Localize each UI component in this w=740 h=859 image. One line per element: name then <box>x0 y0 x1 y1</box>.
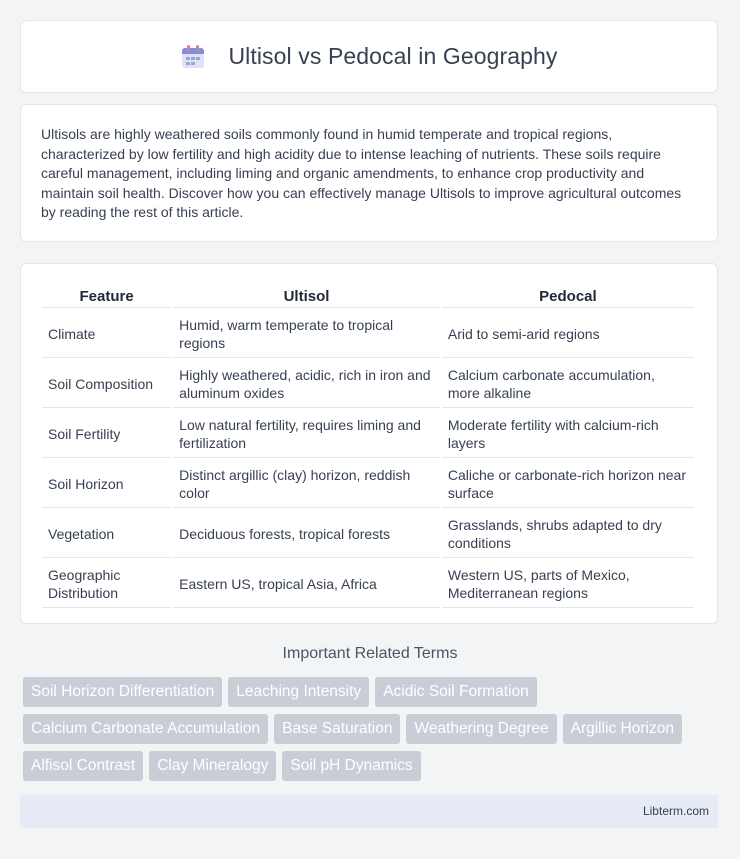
tag-weathering-degree[interactable]: Weathering Degree <box>406 714 556 744</box>
cell-ultisol: Deciduous forests, tropical forests <box>173 510 440 558</box>
table-row <box>42 410 694 458</box>
tag-row <box>23 751 723 781</box>
related-terms-list <box>23 677 723 788</box>
page-title: Ultisol vs Pedocal in Geography <box>228 43 558 69</box>
cell-pedocal: Calcium carbonate accumulation, more alkaline <box>442 360 694 408</box>
tag-row <box>23 714 723 744</box>
tag-leaching-intensity[interactable]: Leaching Intensity <box>228 677 369 707</box>
cell-pedocal: Western US, parts of Mexico, Mediterranean regions <box>442 560 694 608</box>
cell-ultisol: Distinct argillic (clay) horizon, reddish color <box>173 460 440 508</box>
comparison-table <box>40 283 696 610</box>
cell-pedocal: Caliche or carbonate-rich horizon near surface <box>442 460 694 508</box>
cell-pedocal: Moderate fertility with calcium-rich layers <box>442 410 694 458</box>
cell-feature: Soil Composition <box>42 360 171 408</box>
cell-feature: Geographic Distribution <box>42 560 171 608</box>
tag-alfisol-contrast[interactable]: Alfisol Contrast <box>23 751 143 781</box>
cell-pedocal: Arid to semi-arid regions <box>442 310 694 358</box>
table-header-row <box>42 285 694 308</box>
footer <box>20 795 718 828</box>
cell-feature: Vegetation <box>42 510 171 558</box>
intro-paragraph: Ultisols are highly weathered soils commonly found in humid temperate and tropical regions, characterized by low fertility and high acidity due to intense leaching of nutrients. These soils require careful management, including liming and organic amendments, to enhance crop productivity and maintain soil health. Discover how you can effectively manage Ultisols to improve agricultural outcomes by reading the rest of this article. <box>41 126 682 221</box>
tag-soil-horizon-differentiation[interactable]: Soil Horizon Differentiation <box>23 677 222 707</box>
cell-ultisol: Humid, warm temperate to tropical regions <box>173 310 440 358</box>
footer-site-link[interactable]: Libterm.com <box>642 804 709 818</box>
intro-card <box>20 104 718 242</box>
calendar-icon <box>180 44 206 70</box>
related-terms-title: Important Related Terms <box>282 645 458 662</box>
header-pedocal: Pedocal <box>442 285 694 308</box>
table-row <box>42 310 694 358</box>
header-ultisol: Ultisol <box>173 285 440 308</box>
cell-feature: Soil Horizon <box>42 460 171 508</box>
header-feature: Feature <box>42 285 171 308</box>
tag-row <box>23 677 723 707</box>
table-row <box>42 460 694 508</box>
cell-ultisol: Low natural fertility, requires liming and fertilization <box>173 410 440 458</box>
table-row <box>42 360 694 408</box>
cell-feature: Soil Fertility <box>42 410 171 458</box>
tag-soil-ph-dynamics[interactable]: Soil pH Dynamics <box>282 751 420 781</box>
tag-acidic-soil-formation[interactable]: Acidic Soil Formation <box>375 677 537 707</box>
tag-clay-mineralogy[interactable]: Clay Mineralogy <box>149 751 276 781</box>
tag-base-saturation[interactable]: Base Saturation <box>274 714 400 744</box>
cell-ultisol: Eastern US, tropical Asia, Africa <box>173 560 440 608</box>
tag-calcium-carbonate-accumulation[interactable]: Calcium Carbonate Accumulation <box>23 714 268 744</box>
table-row <box>42 510 694 558</box>
table-row <box>42 560 694 608</box>
cell-pedocal: Grasslands, shrubs adapted to dry conditions <box>442 510 694 558</box>
cell-feature: Climate <box>42 310 171 358</box>
cell-ultisol: Highly weathered, acidic, rich in iron and aluminum oxides <box>173 360 440 408</box>
tag-argillic-horizon[interactable]: Argillic Horizon <box>563 714 682 744</box>
comparison-table-card <box>20 263 718 624</box>
header-card <box>20 20 718 93</box>
